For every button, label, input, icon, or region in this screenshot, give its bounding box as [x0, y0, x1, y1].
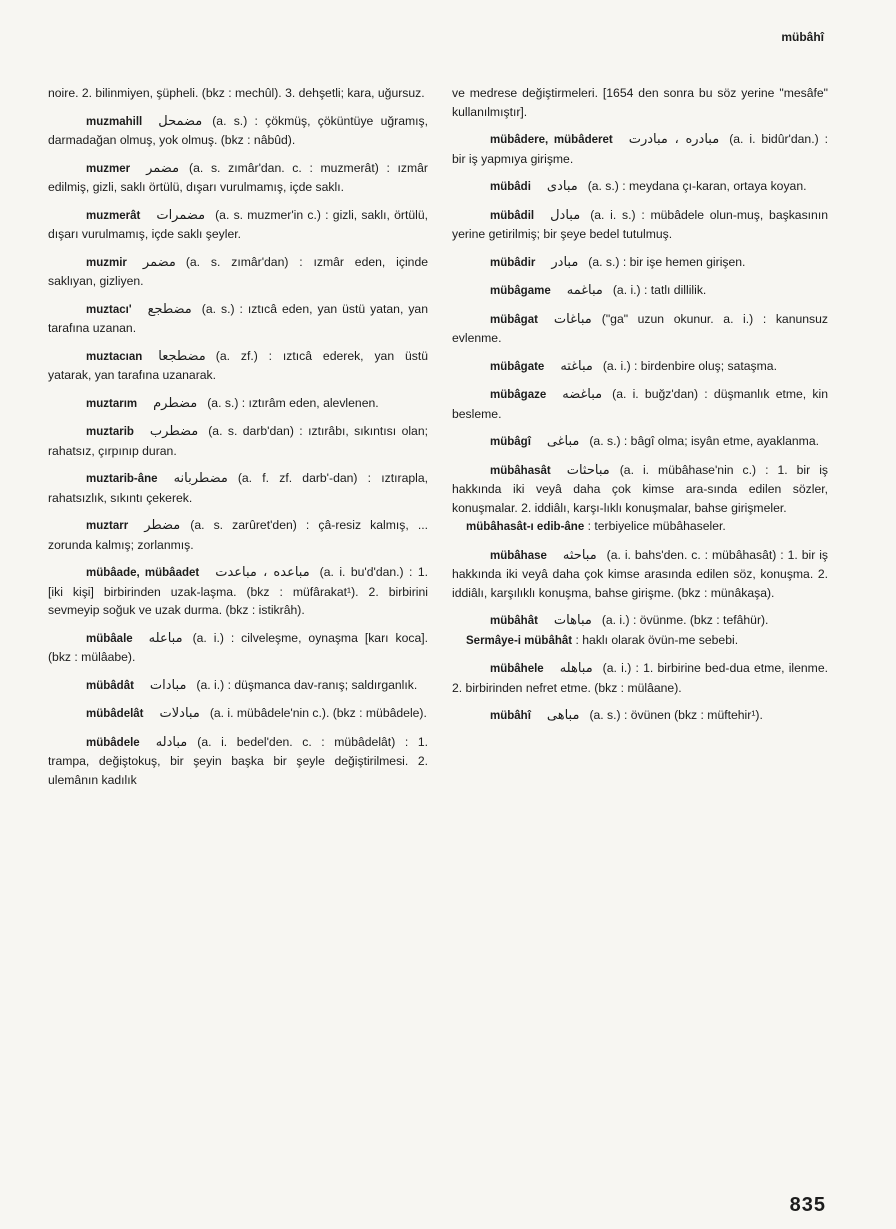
entry-headword: mübâdele	[86, 736, 140, 749]
dictionary-entry	[452, 546, 828, 603]
running-header: mübâhî	[781, 30, 824, 44]
entry-paragraph	[48, 516, 428, 554]
entry-arabic-script: مبادل	[550, 207, 581, 223]
entry-paragraph	[48, 112, 428, 150]
entry-paragraph	[48, 84, 428, 103]
entry-definition: (a. i. bu'd'dan.) : 1. [iki kişi] birbirinden uzak-laşma. (bkz : müfârakat¹). 2. birbirini sevmeyip soğuk ve uzak durma. (bkz : istikrâh).	[48, 565, 428, 617]
entry-definition: (a. i. bidûr'dan.) : bir iş yapmıya girişme.	[452, 132, 828, 166]
entry-paragraph	[452, 461, 828, 518]
entry-subentry	[452, 517, 828, 537]
entry-headword: muztarr	[86, 520, 129, 532]
entry-headword: mübâhele	[490, 663, 544, 675]
subentry-definition: : terbiyelice mübâhaseler.	[587, 519, 726, 533]
entry-paragraph	[452, 206, 828, 244]
dictionary-entry	[48, 112, 428, 150]
entry-definition: (a. i. bedel'den. c. : mübâdelât) : 1. trampa, değiştokuş, bir şeyin başka bir şeyle değiştirilmesi. 2. ulemânın kadılık	[48, 734, 428, 787]
entry-paragraph	[48, 629, 428, 667]
entry-headword: muzmer	[86, 162, 131, 175]
entry-headword: mübâgî	[490, 436, 531, 448]
entry-definition: ve medrese değiştirmeleri. [1654 den sonra bu söz yerine "mesâfe" kullanılmıştır].	[452, 86, 828, 119]
dictionary-entry	[452, 206, 828, 244]
entry-paragraph	[48, 159, 428, 197]
dictionary-entry	[452, 84, 828, 121]
entry-paragraph	[452, 546, 828, 603]
entry-paragraph	[452, 310, 828, 348]
entry-arabic-script: مباهی	[546, 708, 580, 723]
entry-headword: mübâhase	[490, 549, 547, 562]
entry-paragraph	[48, 704, 428, 724]
dictionary-entry	[48, 300, 428, 338]
dictionary-entry	[452, 611, 828, 650]
dictionary-entry	[48, 159, 428, 197]
entry-headword: mübâdi	[490, 181, 531, 193]
entry-headword: mübâgat	[490, 313, 538, 326]
dictionary-entry	[452, 432, 828, 452]
entry-definition: (a. s. zımâr'dan) : ızmâr eden, içinde saklıyan, gizliyen.	[48, 254, 428, 288]
dictionary-entry	[452, 659, 828, 697]
entry-headword: mübâdere, mübâderet	[490, 134, 613, 146]
entry-paragraph	[452, 659, 828, 697]
dictionary-entry	[48, 516, 428, 554]
left-column	[48, 84, 428, 798]
entry-arabic-script: مضمحل	[158, 113, 203, 129]
entry-definition: (a. s. zımâr'dan. c. : muzmerât) : ızmâr edilmiş, gizli, saklı örtülü, dışarı vurulmamış, içde saklı.	[48, 160, 428, 194]
entry-definition: (a. s.) : bir işe hemen girişen.	[588, 254, 746, 269]
entry-arabic-script: مبادلات	[159, 706, 200, 721]
entry-definition: (a. s.) : meydana çı-karan, ortaya koyan.	[587, 179, 807, 193]
entry-headword: mübâgate	[490, 360, 545, 373]
entry-arabic-script: مباهله	[559, 661, 593, 676]
entry-definition: (a. s. muzmer'in c.) : gizli, saklı, örtülü, dışarı vurulmamış, içde saklı şeyler.	[48, 207, 428, 241]
dictionary-entry	[48, 469, 428, 507]
entry-arabic-script: مضطجعا	[158, 348, 206, 364]
entry-paragraph	[452, 281, 828, 301]
entry-paragraph	[48, 253, 428, 291]
dictionary-entry	[452, 461, 828, 537]
dictionary-entry	[48, 84, 428, 103]
entry-headword: mübâhât	[490, 615, 538, 627]
entry-definition: (a. i.) : birdenbire oluş; sataşma.	[602, 358, 777, 373]
entry-arabic-script: مباحثات	[566, 462, 610, 478]
entry-arabic-script: مبادره ، مبادرت	[628, 132, 720, 147]
entry-paragraph	[452, 130, 828, 168]
dictionary-entry	[452, 253, 828, 273]
entry-definition: (a. s.) : ıztıcâ eden, yan üstü yatan, yan tarafına uzanan.	[48, 301, 428, 335]
entry-definition: (a. i. mübâhase'nin c.) : 1. bir iş hakkında iki veyâ daha çok kimse ara-sında edilen sözler, konuşmalar. 2. iddiâlı, karşı-lıklı konuşmalar, bahse girişmeler.	[452, 462, 828, 515]
entry-headword: mübâgame	[490, 285, 551, 297]
entry-arabic-script: مباعله	[148, 630, 183, 646]
dictionary-entry	[48, 733, 428, 790]
entry-headword: mübâale	[86, 632, 133, 645]
entry-definition: (a. i.) : cilveleşme, oynaşma [karı koca]. (bkz : mülâabe).	[48, 630, 428, 664]
right-column	[452, 84, 828, 735]
entry-paragraph	[452, 385, 828, 423]
entry-definition: ("ga" uzun okunur. a. i.) : kanunsuz evlenme.	[452, 311, 828, 345]
entry-arabic-script: مباهات	[553, 613, 592, 628]
entry-headword: muzmahill	[86, 115, 143, 128]
entry-paragraph	[48, 300, 428, 338]
dictionary-entry	[452, 177, 828, 197]
entry-arabic-script: مضطجع	[147, 301, 192, 317]
entry-headword: mübâhî	[490, 710, 531, 722]
dictionary-entry	[48, 253, 428, 291]
entry-definition: (a. i. buğz'dan) : düşmanlık etme, kin besleme.	[452, 387, 828, 421]
entry-headword: muzmir	[86, 256, 127, 269]
entry-headword: mübâgaze	[490, 389, 547, 401]
entry-headword: mübâdât	[86, 679, 134, 692]
entry-paragraph	[452, 177, 828, 197]
entry-headword: muztarım	[86, 397, 138, 410]
entry-definition: (a. s. zarûret'den) : çâ-resiz kalmış, ... zorunda kalmış; zorlanmış.	[48, 518, 428, 552]
entry-headword: muztarib-âne	[86, 473, 158, 485]
entry-arabic-script: مضمر	[142, 254, 176, 270]
entry-definition: (a. s. darb'dan) : ıztırâbı, sıkıntısı olan; rahatsız, çırpınıp duran.	[48, 424, 428, 458]
entry-definition: (a. i.) : övünme. (bkz : tefâhür).	[601, 613, 769, 627]
entry-definition: (a. i. s.) : mübâdele olun-muş, başkasının yerine getirilmiş; bir şeye bedel tutulmuş.	[452, 207, 828, 241]
entry-paragraph	[48, 733, 428, 790]
subentry-definition: : haklı olarak övün-me sebebi.	[575, 632, 739, 647]
entry-definition: (a. i. bahs'den. c. : mübâhasât) : 1. bir iş hakkında iki veyâ daha çok kimse arasında edilen söz, konuşma. 2. iddiâlı, karşılıklı konuşma, bahse girişme. (bkz : münâkaşa).	[452, 547, 828, 600]
entry-arabic-script: مباغضه	[562, 387, 603, 402]
entry-arabic-script: مباغی	[546, 434, 580, 449]
dictionary-entry	[452, 357, 828, 377]
entry-paragraph	[452, 706, 828, 726]
dictionary-entry	[48, 206, 428, 244]
entry-definition: (a. i. mübâdele'nin c.). (bkz : mübâdele).	[209, 706, 427, 720]
entry-paragraph	[48, 394, 428, 414]
entry-paragraph	[452, 357, 828, 377]
dictionary-entry	[452, 706, 828, 726]
entry-headword: mübâdir	[490, 256, 536, 269]
entry-arabic-script: مضطر	[144, 518, 181, 533]
entry-definition: (a. s.) : ıztırâm eden, alevlenen.	[207, 395, 379, 410]
entry-definition: (a. s.) : övünen (bkz : müftehir¹).	[589, 708, 763, 722]
entry-arabic-script: مبادر	[551, 254, 579, 270]
entry-paragraph	[48, 422, 428, 460]
entry-arabic-script: مباحثه	[562, 547, 597, 563]
entry-headword: muztacı'	[86, 303, 132, 316]
entry-definition: (a. zf.) : ıztıcâ ederek, yan üstü yatarak, yan tarafına uzanarak.	[48, 348, 428, 382]
dictionary-entry	[48, 629, 428, 667]
entry-paragraph	[452, 84, 828, 121]
entry-paragraph	[48, 347, 428, 385]
entry-arabic-script: مبادی	[546, 179, 578, 194]
entry-arabic-script: مباغته	[560, 358, 593, 374]
entry-arabic-script: مضمر	[146, 160, 180, 176]
entry-paragraph	[48, 206, 428, 244]
dictionary-entry	[452, 310, 828, 348]
entry-definition: (a. s.) : çökmüş, çöküntüye uğramış, darmadağan olmuş, yok olmuş. (bkz : nâbûd).	[48, 113, 428, 147]
entry-arabic-script: مضمرات	[156, 207, 206, 223]
entry-subentry	[452, 631, 828, 651]
dictionary-entry	[48, 704, 428, 724]
entry-headword: muztacıan	[86, 350, 143, 363]
entry-paragraph	[48, 676, 428, 696]
dictionary-entry	[452, 281, 828, 301]
dictionary-entry	[452, 385, 828, 423]
entry-paragraph	[452, 432, 828, 452]
entry-paragraph	[48, 563, 428, 620]
entry-arabic-script: مباعده ، مباعدت	[215, 565, 310, 580]
entry-paragraph	[452, 611, 828, 631]
entry-arabic-script: مباغات	[553, 311, 592, 327]
dictionary-entry	[48, 394, 428, 414]
subentry-headword: mübâhasât-ı edib-âne	[466, 521, 585, 533]
entry-headword: mübâade, mübâadet	[86, 567, 200, 579]
entry-definition: (a. s.) : bâgî olma; isyân etme, ayaklanma.	[589, 434, 820, 448]
entry-paragraph	[452, 253, 828, 273]
subentry-headword: Sermâye-i mübâhât	[466, 634, 573, 647]
dictionary-entry	[48, 422, 428, 460]
entry-arabic-script: مبادات	[149, 677, 187, 693]
entry-arabic-script: مضطرم	[153, 395, 198, 411]
entry-arabic-script: مضطرب	[149, 424, 199, 439]
entry-definition: noire. 2. bilinmiyen, şüpheli. (bkz : mechûl). 3. dehşetli; kara, uğursuz.	[48, 86, 425, 100]
dictionary-entry	[48, 347, 428, 385]
entry-headword: mübâdelât	[86, 708, 144, 720]
entry-definition: (a. i.) : 1. birbirine bed-dua etme, ilenme. 2. birbirinden nefret etme. (bkz : mülâane).	[452, 661, 828, 695]
entry-headword: muzmerât	[86, 209, 141, 222]
entry-definition: (a. i.) : düşmanca dav-ranış; saldırganlık.	[196, 677, 418, 692]
page-number: 835	[789, 1194, 826, 1216]
dictionary-entry	[48, 676, 428, 696]
entry-headword: muztarib	[86, 426, 134, 438]
dictionary-entry	[48, 563, 428, 620]
entry-definition: (a. i.) : tatlı dillilik.	[612, 283, 707, 297]
entry-headword: mübâdil	[490, 209, 535, 222]
entry-arabic-script: مباغمه	[566, 283, 603, 298]
entry-definition: (a. f. zf. darb'-dan) : ıztırapla, rahatsızlık, sıkıntı çekerek.	[48, 471, 428, 505]
entry-arabic-script: مبادله	[155, 734, 188, 750]
dictionary-entry	[452, 130, 828, 168]
entry-headword: mübâhasât	[490, 464, 551, 477]
entry-arabic-script: مضطربانه	[173, 471, 228, 486]
entry-paragraph	[48, 469, 428, 507]
